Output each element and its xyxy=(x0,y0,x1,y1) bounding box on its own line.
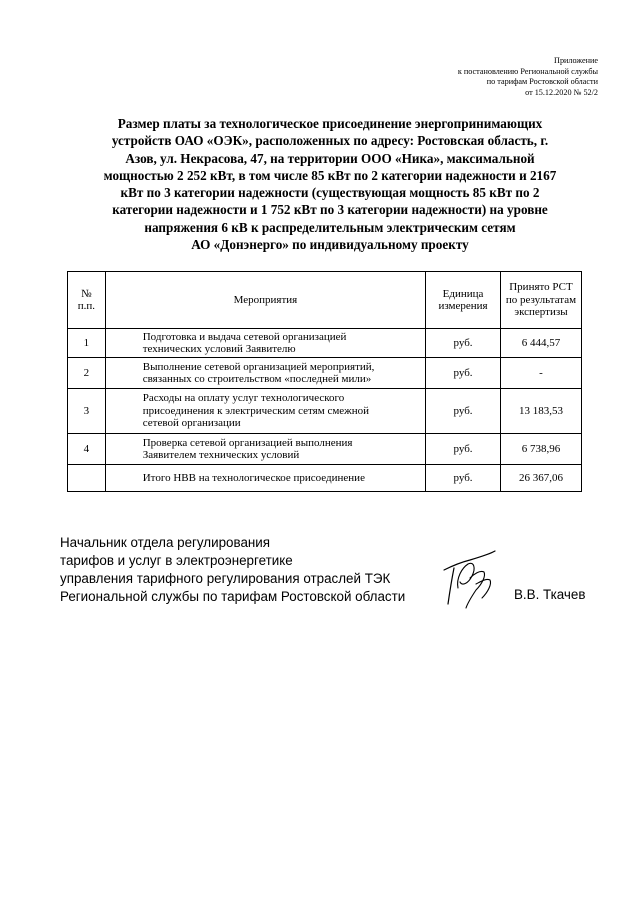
table-total-row xyxy=(68,465,582,492)
row-unit: руб. xyxy=(426,329,501,358)
row-value: - xyxy=(500,358,581,389)
table-row xyxy=(68,358,582,389)
annex-line-2: к постановлению Региональной службы xyxy=(457,66,598,76)
header-value-line-3: экспертизы xyxy=(514,306,568,319)
document-title xyxy=(70,115,590,253)
total-num xyxy=(68,465,106,492)
row-name-line: связанных со строительством «последней мили» xyxy=(142,373,372,385)
signer-name: В.В. Ткачев xyxy=(514,587,586,602)
annex-line-3: по тарифам Ростовской области xyxy=(486,77,598,87)
signer-position-line: управления тарифного регулирования отраслей ТЭК xyxy=(60,571,391,586)
row-unit: руб. xyxy=(426,434,501,465)
row-name-line: присоединения к электрическим сетям смежной xyxy=(142,404,370,417)
row-name xyxy=(105,358,425,389)
row-value: 6 738,96 xyxy=(500,434,581,465)
title-line: напряжения 6 кВ к распределительным электрическим сетям xyxy=(144,219,516,235)
row-name-line: Подготовка и выдача сетевой организацией xyxy=(142,330,347,343)
title-line: устройств ОАО «ОЭК», расположенных по адресу: Ростовская область, г. xyxy=(111,133,549,149)
row-unit: руб. xyxy=(426,389,501,434)
header-name: Мероприятия xyxy=(105,272,425,329)
title-line: Размер платы за технологическое присоединение энергопринимающих xyxy=(117,116,543,131)
title-line: кВт по 3 категории надежности (существующая мощность 85 кВт по 2 xyxy=(120,185,540,201)
row-name xyxy=(105,329,425,358)
header-unit-line-2: измерения xyxy=(438,300,488,312)
table-row xyxy=(68,329,582,358)
title-line: категории надежности и 1 752 кВт по 3 категории надежности) на уровне xyxy=(112,202,548,218)
header-unit xyxy=(426,272,501,329)
signer-position-line: тарифов и услуг в электроэнергетике xyxy=(60,553,293,568)
row-name-line: Выполнение сетевой организацией мероприятий, xyxy=(142,360,375,373)
total-unit: руб. xyxy=(426,465,501,492)
total-value: 26 367,06 xyxy=(500,465,581,492)
table-header-row xyxy=(68,272,582,329)
title-line: АО «Донэнерго» по индивидуальному проекту xyxy=(191,237,469,253)
row-value: 13 183,53 xyxy=(500,389,581,434)
row-name-line: Расходы на оплату услуг технологического xyxy=(142,392,345,405)
signer-position-line: Региональной службы по тарифам Ростовской области xyxy=(60,589,406,604)
row-num: 3 xyxy=(68,389,106,434)
row-name-line: Заявителем технических условий xyxy=(142,449,300,461)
header-value xyxy=(500,272,581,329)
row-value: 6 444,57 xyxy=(500,329,581,358)
signer-block xyxy=(60,534,405,606)
signer-position-line: Начальник отдела регулирования xyxy=(60,535,271,550)
table-row xyxy=(68,389,582,434)
header-num xyxy=(68,272,106,329)
annex-line-1: Приложение xyxy=(554,56,598,65)
annex-line-4: от 15.12.2020 № 52/2 xyxy=(525,87,598,97)
row-name xyxy=(105,389,425,434)
header-num-line-1: № xyxy=(81,287,92,300)
header-value-line-2: по результатам xyxy=(505,293,577,306)
row-name-line: Проверка сетевой организацией выполнения xyxy=(142,436,353,449)
row-name xyxy=(105,434,425,465)
row-num: 4 xyxy=(68,434,106,465)
row-name-line: сетевой организации xyxy=(142,417,241,430)
row-unit: руб. xyxy=(426,358,501,389)
row-num: 1 xyxy=(68,329,106,358)
title-line: Азов, ул. Некрасова, 47, на территории ООО «Ника», максимальной xyxy=(125,150,535,166)
annex-header xyxy=(458,56,598,98)
handwritten-signature xyxy=(440,548,498,612)
table-row xyxy=(68,434,582,465)
header-value-line-1: Принято РСТ xyxy=(509,281,573,294)
title-line: мощностью 2 252 кВт, в том числе 85 кВт по 2 категории надежности и 2167 xyxy=(103,167,557,183)
row-num: 2 xyxy=(68,358,106,389)
header-num-line-2: п.п. xyxy=(77,300,95,312)
total-name: Итого НВВ на технологическое присоединение xyxy=(105,465,425,492)
costs-table xyxy=(67,271,582,492)
row-name-line: технических условий Заявителю xyxy=(142,343,296,355)
header-unit-line-1: Единица xyxy=(442,287,484,300)
